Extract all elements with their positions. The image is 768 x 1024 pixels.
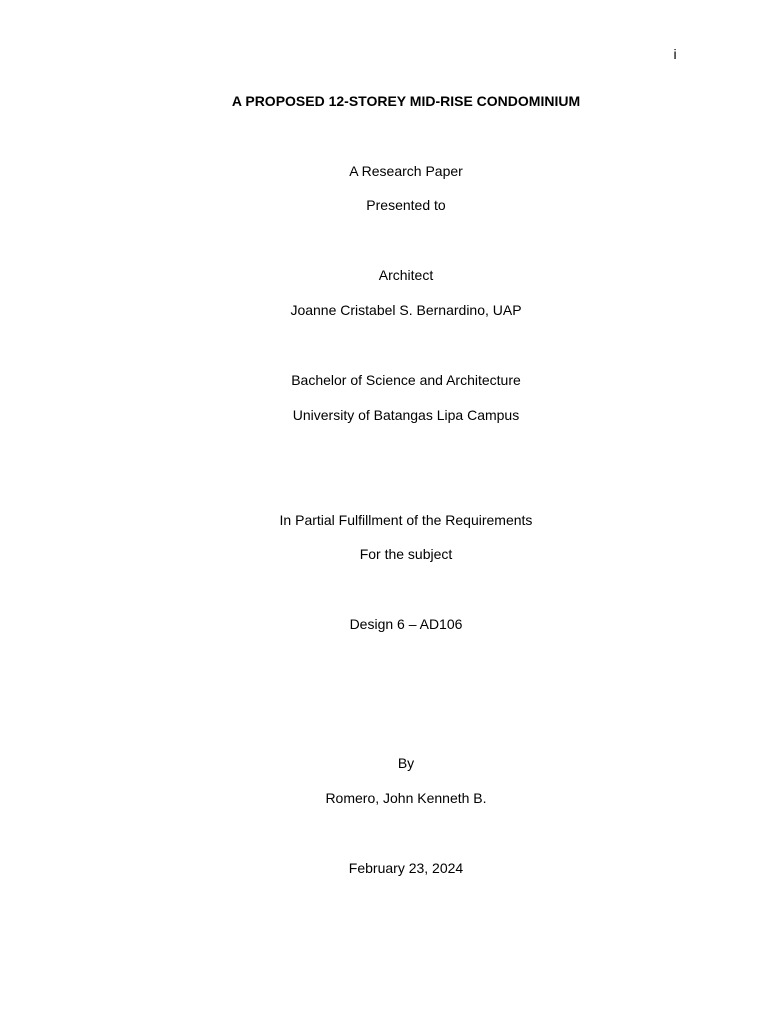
author-name: Romero, John Kenneth B. <box>325 790 487 806</box>
institution: University of Batangas Lipa Campus <box>292 407 520 423</box>
document-title: A PROPOSED 12-STOREY MID-RISE CONDOMINIUM <box>231 93 581 109</box>
fulfillment-statement: In Partial Fulfillment of the Requirements <box>279 512 533 528</box>
by-label: By <box>397 755 415 771</box>
page-number: i <box>673 46 677 62</box>
adviser-title: Architect <box>378 267 434 283</box>
presented-to: Presented to <box>366 197 446 213</box>
submission-date: February 23, 2024 <box>348 860 464 876</box>
for-subject: For the subject <box>359 546 453 562</box>
program: Bachelor of Science and Architecture <box>291 372 521 388</box>
paper-type: A Research Paper <box>349 163 463 179</box>
adviser-name: Joanne Cristabel S. Bernardino, UAP <box>290 302 522 318</box>
subject: Design 6 – AD106 <box>349 616 463 632</box>
